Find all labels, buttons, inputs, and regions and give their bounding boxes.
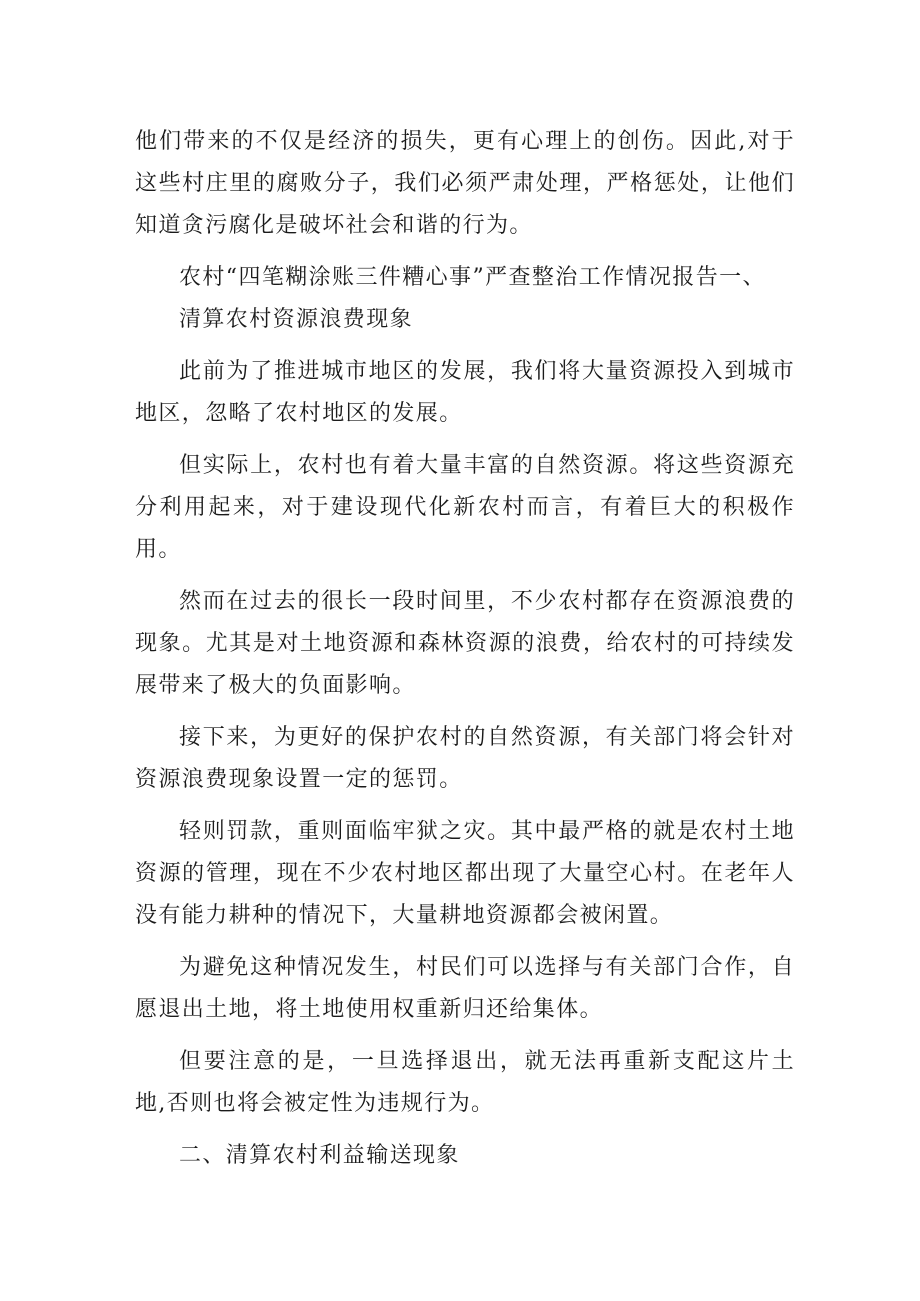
report-title-line: 农村“四笔糊涂账三件糟心事”严查整治工作情况报告一、 [179,265,766,290]
section-heading-1: 清算农村资源浪费现象 [179,307,414,332]
paragraph: 但实际上，农村也有着大量丰富的自然资源。将这些资源充分利用起来，对于建设现代化新农村而言，有着巨大的积极作用。 [135,453,795,562]
paragraph: 但要注意的是，一旦选择退出，就无法再重新支配这片土地,否则也将会被定性为违规行为。 [135,1049,795,1116]
paragraph-continuation: 他们带来的不仅是经济的损失，更有心理上的创伤。因此,对于这些村庄里的腐败分子，我们必须严肃处理，严格惩处，让他们知道贪污腐化是破坏社会和谐的行为。 [135,129,795,238]
paragraph: 轻则罚款，重则面临牢狱之灾。其中最严格的就是农村土地资源的管理，现在不少农村地区都出现了大量空心村。在老年人没有能力耕种的情况下，大量耕地资源都会被闲置。 [135,819,795,928]
paragraph: 为避免这种情况发生，村民们可以选择与有关部门合作，自愿退出土地，将土地使用权重新归还给集体。 [135,955,795,1022]
section-heading-2: 二、清算农村利益输送现象 [179,1143,460,1168]
paragraph: 此前为了推进城市地区的发展，我们将大量资源投入到城市地区，忽略了农村地区的发展。 [135,359,795,426]
paragraph: 接下来，为更好的保护农村的自然资源，有关部门将会针对资源浪费现象设置一定的惩罚。 [135,725,795,792]
document-body [135,121,795,1187]
paragraph: 然而在过去的很长一段时间里，不少农村都存在资源浪费的现象。尤其是对土地资源和森林资源的浪费，给农村的可持续发展带来了极大的负面影响。 [135,589,795,698]
